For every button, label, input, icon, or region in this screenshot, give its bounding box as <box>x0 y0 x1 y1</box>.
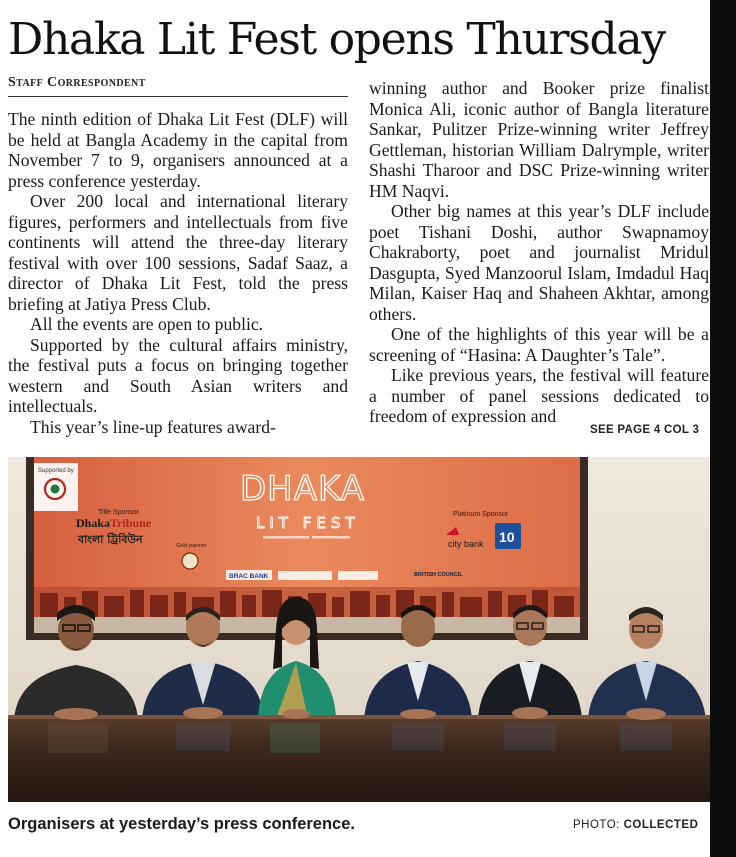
paragraph: This year’s line-up features award- <box>30 416 276 437</box>
british-council-logo: BRITISH COUNCIL <box>414 572 463 578</box>
article-column-right <box>369 78 709 427</box>
anniversary-number: 10 <box>499 529 515 545</box>
press-conference-photo <box>8 457 710 802</box>
supported-by-label: Supported by <box>38 468 74 474</box>
paragraph: Supported by the cultural affairs ministry, the festival puts a focus on bringing together western and South Asian writers and intellectuals. <box>8 334 348 416</box>
gold-partner-label: Gold partner <box>176 543 207 549</box>
conference-table <box>8 715 710 802</box>
paragraph: The ninth edition of Dhaka Lit Fest (DLF) will be held at Bangla Academy in the capital from November 7 to 9, organisers announced at a press conference yesterday. <box>8 109 348 191</box>
title-sponsor-label: Title Sponsor <box>98 509 139 516</box>
bangla-tribune-logo: বাংলা ট্রিবিউন <box>78 533 143 546</box>
photo-illustration <box>8 457 710 802</box>
credit-label: PHOTO: <box>573 819 620 831</box>
partner-logos <box>278 571 378 580</box>
lit-fest-title: LIT FEST <box>256 514 360 532</box>
article-column-left <box>8 109 348 437</box>
dhaka-tribune-logo: DhakaTribune <box>76 516 152 530</box>
paragraph: winning author and Booker prize finalist Monica Ali, iconic author of Bangla literature Sankar, Pulitzer Prize-winning writer Jeffrey Gettleman, historian William Dalrymple, writer Shashi Tharoor and DSC Prize-winning writer HM Naqvi. <box>369 78 709 201</box>
city-bank-logo: city bank <box>448 539 484 549</box>
continued-jump-line: SEE PAGE 4 COL 3 <box>590 424 700 436</box>
photo-caption: Organisers at yesterday’s press conference. <box>8 815 355 833</box>
paragraph: Over 200 local and international literary figures, performers and intellectuals from five continents will attend the three-day literary festival with over 100 sessions, Sadaf Saaz, a director of Dhaka Lit Fest, told the press briefing at Jatiya Press Club. <box>8 191 348 314</box>
photo-credit <box>573 819 698 831</box>
paragraph: All the events are open to public. <box>30 314 264 334</box>
byline: Staff Correspondent <box>8 75 146 90</box>
headline: Dhaka Lit Fest opens Thursday <box>8 14 665 65</box>
paragraph: Other big names at this year’s DLF include poet Tishani Doshi, author Swapnamoy Chakraborty, poet and journalist Mridul Dasgupta, Syed Manzoorul Islam, Imdadul Haq Milan, Kaiser Haq and Shaheen Akhtar, among others. <box>369 201 709 324</box>
credit-value: COLLECTED <box>623 819 699 831</box>
dhaka-title: DHAKA <box>240 469 365 509</box>
gold-partner-emblem-icon <box>182 553 198 569</box>
table-edge-highlight <box>8 715 710 719</box>
paragraph: One of the highlights of this year will be a screening of “Hasina: A Daughter’s Tale”. <box>369 324 709 365</box>
byline-rule <box>8 96 348 97</box>
brac-bank-logo: BRAC BANK <box>229 573 269 580</box>
banner-tagline <box>263 536 350 539</box>
platinum-sponsor-label: Platinum Sponsor <box>453 511 509 518</box>
page-edge-bar <box>710 0 736 857</box>
paragraph: Like previous years, the festival will feature a number of panel sessions dedicated to freedom of expression and <box>369 365 709 426</box>
